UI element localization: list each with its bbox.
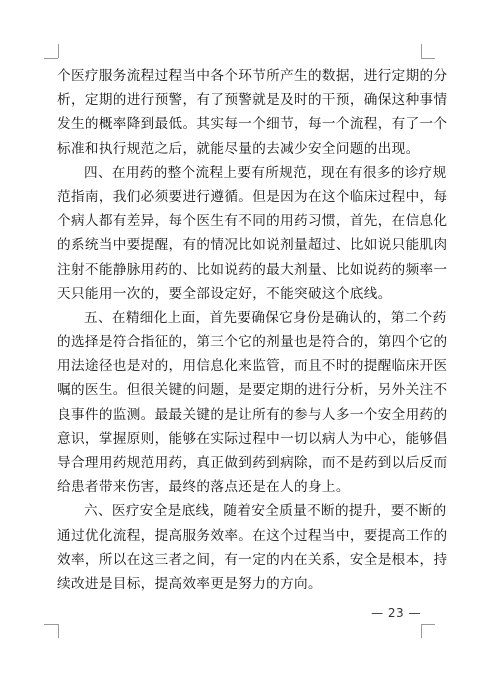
paragraph-1 (57, 64, 448, 161)
text-line: 范指南，我们必须要进行遵循。但是因为在这个临床过程中，每 (57, 188, 448, 205)
text-line: 注射不能静脉用药的、比如说药的最大剂量、比如说药的频率一 (57, 261, 448, 278)
text-line: 通过优化流程，提高服务效率。在这个过程当中，要提高工作的 (57, 527, 448, 544)
text-line: 个医疗服务流程过程当中各个环节所产生的数据，进行定期的分 (57, 68, 448, 84)
crop-mark-bottom-left-v (58, 624, 59, 638)
text-line: 续改进是目标，提高效率更是努力的方向。 (57, 575, 322, 592)
body-text (57, 64, 448, 596)
text-line: 析，定期的进行预警，有了预警就是及时的干预，确保这种事情 (57, 92, 448, 109)
text-line: 个病人都有差异，每个医生有不同的用药习惯，首先，在信息化 (57, 213, 448, 230)
text-line: 六、医疗安全是底线，随着安全质量不断的提升，要不断的 (84, 503, 447, 520)
text-line: 效率，所以在这三者之间，有一定的内在关系，安全是根本，持 (57, 551, 448, 568)
paragraph-3 (57, 306, 448, 500)
crop-mark-top-left-v (58, 44, 59, 58)
text-line: 四、在用药的整个流程上要有所规范，现在有很多的诊疗规 (84, 164, 447, 181)
text-line: 意识，掌握原则，能够在实际过程中一切以病人为中心，能够倡 (57, 430, 448, 447)
crop-mark-top-right-v (421, 44, 422, 58)
text-line: 嘱的医生。但很关键的问题，是要定期的进行分析，另外关注不 (57, 382, 448, 399)
text-line: 发生的概率降到最低。其实每一个细节，每一个流程，有了一个 (57, 116, 448, 133)
text-line: 用法途径也是对的，用信息化来监管，而且不时的提醒临床开医 (57, 358, 448, 375)
text-line: 的系统当中要提醒，有的情况比如说剂量超过、比如说只能肌肉 (57, 237, 448, 254)
text-line: 导合理用药规范用药，真正做到药到病除，而不是药到以后反而 (57, 455, 448, 471)
paragraph-2 (57, 161, 448, 306)
text-line: 天只能用一次的，要全部设定好，不能突破这个底线。 (57, 285, 392, 302)
crop-mark-top-left-h (44, 58, 58, 59)
text-line: 标准和执行规范之后，就能尽量的去减少安全问题的出现。 (57, 140, 420, 157)
page-number: — 23 — (371, 606, 421, 620)
text-line: 给患者带来伤害，最终的落点还是在人的身上。 (57, 479, 350, 496)
crop-mark-bottom-right-v (421, 624, 422, 638)
crop-mark-bottom-left-h (44, 624, 58, 625)
text-line: 的选择是符合指征的，第三个它的剂量也是符合的，第四个它的 (57, 334, 448, 351)
crop-mark-top-right-h (421, 58, 435, 59)
text-line: 良事件的监测。最最关键的是让所有的参与人多一个安全用药的 (57, 406, 448, 423)
text-line: 五、在精细化上面，首先要确保它身份是确认的，第二个药 (84, 309, 447, 326)
crop-mark-bottom-right-h (421, 624, 435, 625)
paragraph-4 (57, 499, 448, 596)
